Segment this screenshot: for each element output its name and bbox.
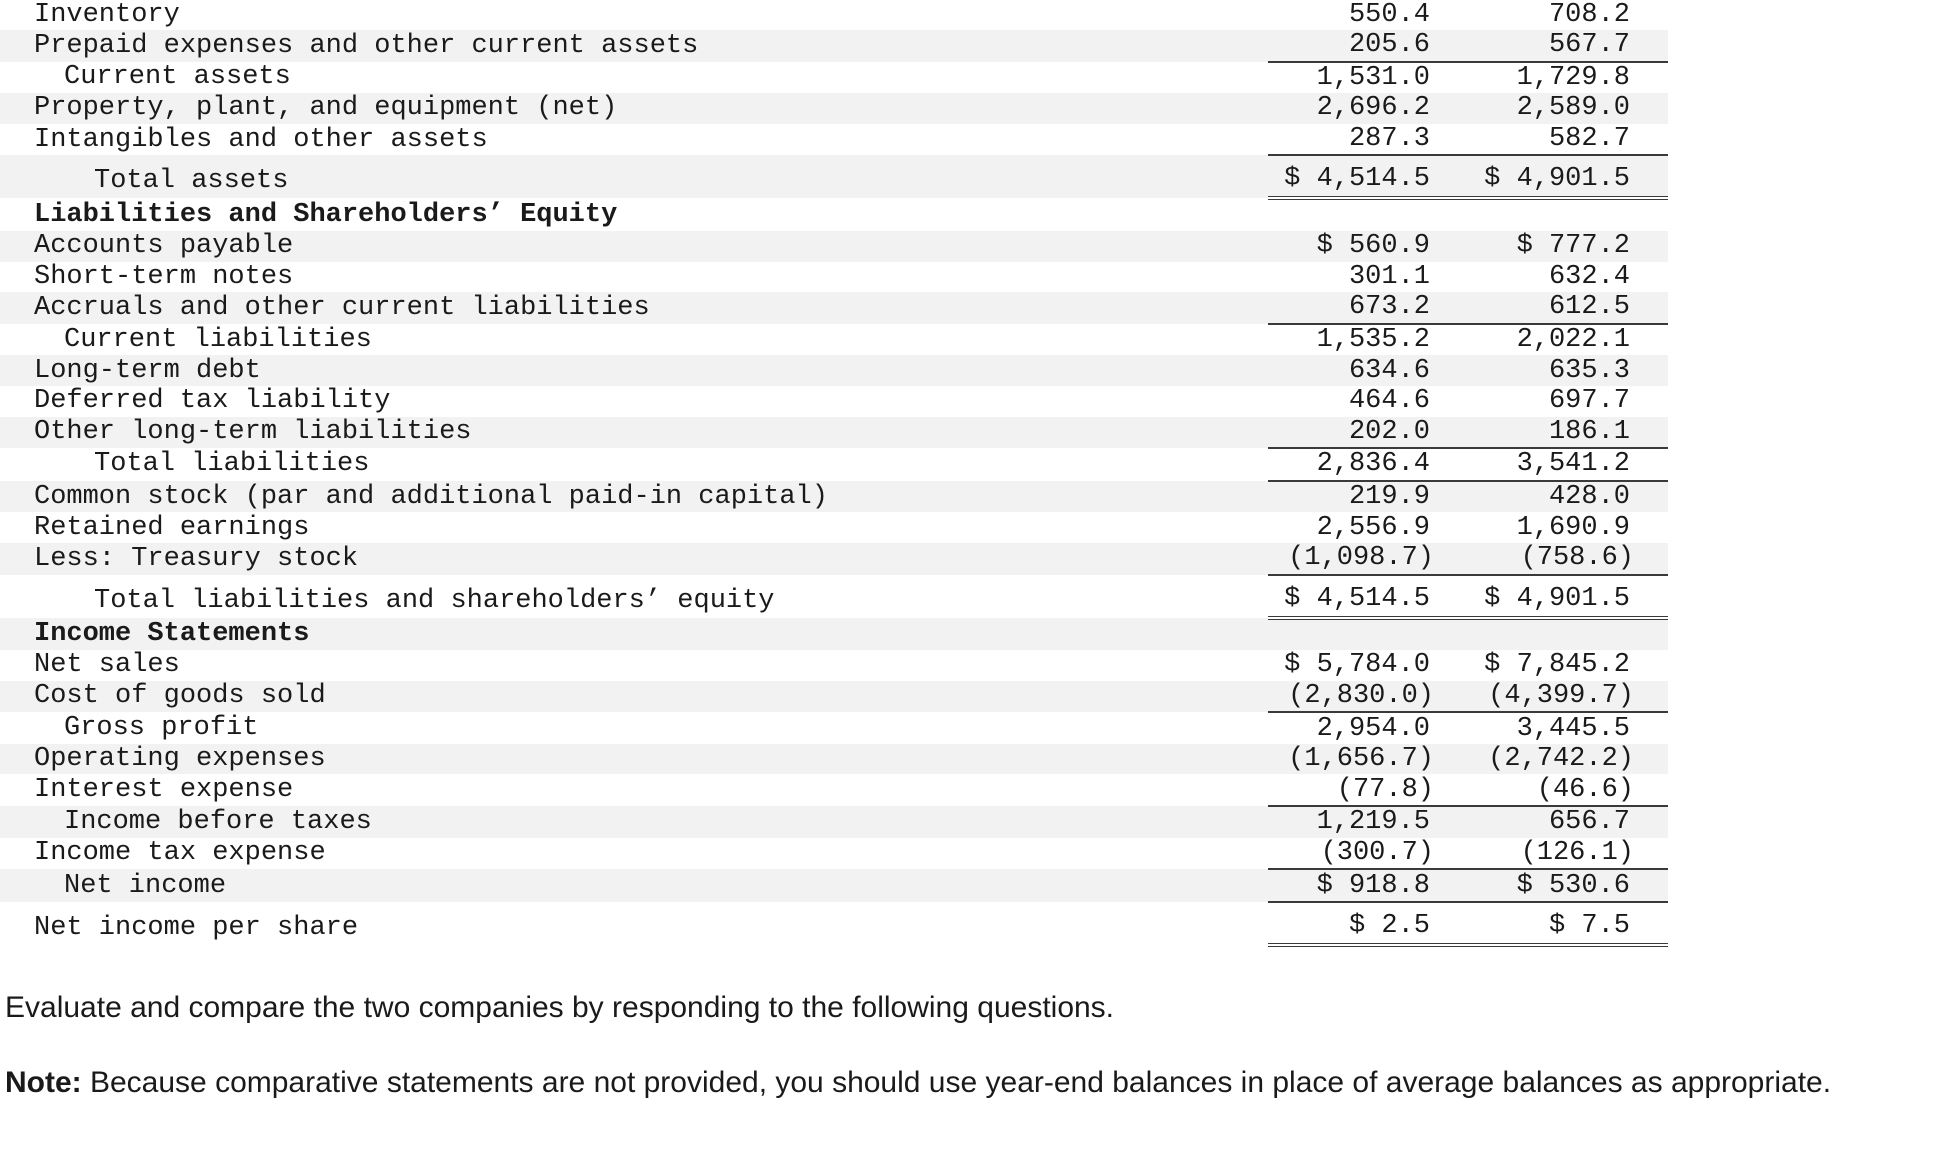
company-b-value: 1,729.8 bbox=[1516, 62, 1630, 93]
company-a-value: (2,830.0) bbox=[1268, 681, 1468, 713]
table-row bbox=[0, 869, 1668, 902]
table-row bbox=[0, 124, 1668, 156]
row-label: Current assets bbox=[64, 62, 291, 93]
company-a-value: 2,556.9 bbox=[1316, 512, 1430, 543]
company-b-value: $ 4,901.5 bbox=[1468, 575, 1668, 618]
company-b-value: 3,541.2 bbox=[1468, 448, 1668, 481]
company-b-value: 1,690.9 bbox=[1516, 512, 1630, 543]
table-row bbox=[0, 0, 1668, 30]
company-b-value: (126.1) bbox=[1468, 838, 1668, 870]
company-a-value bbox=[1268, 618, 1468, 651]
company-b-value: 582.7 bbox=[1468, 124, 1668, 156]
company-b-value: 186.1 bbox=[1468, 417, 1668, 449]
company-b-value: 428.0 bbox=[1468, 481, 1668, 513]
company-a-value: (77.8) bbox=[1268, 774, 1468, 806]
section-heading: Income Statements bbox=[0, 618, 1268, 651]
table-row bbox=[0, 355, 1668, 386]
company-a-value: 464.6 bbox=[1348, 386, 1430, 417]
company-b-value: 567.7 bbox=[1468, 30, 1668, 62]
row-label: Long-term debt bbox=[0, 355, 1268, 386]
company-a-value: 301.1 bbox=[1348, 261, 1430, 292]
company-a-value: (1,098.7) bbox=[1268, 543, 1468, 575]
company-a-value: 205.6 bbox=[1268, 30, 1468, 62]
company-b-value bbox=[1468, 198, 1668, 231]
row-label: Property, plant, and equipment (net) bbox=[0, 93, 1268, 124]
row-label: Prepaid expenses and other current assets bbox=[0, 30, 1268, 62]
company-b-value: 2,589.0 bbox=[1468, 93, 1668, 124]
row-label: Total assets bbox=[0, 155, 1268, 198]
table-row bbox=[0, 324, 1668, 356]
row-label: Current liabilities bbox=[64, 324, 372, 355]
company-a-value: 1,531.0 bbox=[1316, 62, 1430, 93]
company-a-value: 2,696.2 bbox=[1268, 93, 1468, 124]
table-row bbox=[0, 806, 1668, 838]
table-row bbox=[0, 681, 1668, 713]
company-a-value: (1,656.7) bbox=[1268, 744, 1468, 775]
company-a-value: $ 5,784.0 bbox=[1284, 650, 1430, 681]
row-label: Income before taxes bbox=[0, 806, 1268, 838]
table-row bbox=[0, 774, 1668, 806]
table-row bbox=[0, 650, 1668, 681]
company-a-value: 2,836.4 bbox=[1268, 448, 1468, 481]
company-b-value: (2,742.2) bbox=[1468, 744, 1668, 775]
table-row bbox=[0, 448, 1668, 481]
table-row bbox=[0, 292, 1668, 324]
company-b-value: 612.5 bbox=[1468, 292, 1668, 324]
company-a-value: 2,954.0 bbox=[1316, 713, 1430, 744]
row-label: Less: Treasury stock bbox=[0, 543, 1268, 575]
company-a-value: 550.4 bbox=[1348, 0, 1430, 30]
company-a-value: 219.9 bbox=[1268, 481, 1468, 513]
company-b-value: 2,022.1 bbox=[1516, 325, 1630, 356]
company-a-value: $ 918.8 bbox=[1268, 869, 1468, 902]
row-label: Other long-term liabilities bbox=[0, 417, 1268, 449]
row-label: Total liabilities and shareholders’ equity bbox=[94, 585, 775, 616]
table-row bbox=[0, 262, 1668, 293]
row-label: Accruals and other current liabilities bbox=[0, 292, 1268, 324]
table-row bbox=[0, 417, 1668, 449]
row-label: Operating expenses bbox=[0, 744, 1268, 775]
company-a-value: (300.7) bbox=[1268, 838, 1468, 870]
company-b-value: 697.7 bbox=[1548, 386, 1630, 417]
note-text: Because comparative statements are not provided, you should use year-end balances in place of average balances as appropriate. bbox=[81, 1066, 1832, 1099]
table-row bbox=[0, 902, 1668, 945]
row-label: Total liabilities bbox=[94, 449, 370, 480]
company-b-value: $ 7,845.2 bbox=[1484, 650, 1630, 681]
row-label: Retained earnings bbox=[34, 512, 310, 543]
table-row bbox=[0, 231, 1668, 262]
company-b-value: $ 777.2 bbox=[1468, 231, 1668, 262]
table-row bbox=[0, 155, 1668, 198]
company-b-value: 632.4 bbox=[1548, 261, 1630, 292]
row-label: Interest expense bbox=[34, 775, 294, 806]
note-label: Note: bbox=[5, 1066, 82, 1099]
company-b-value: (46.6) bbox=[1468, 774, 1668, 806]
company-a-value bbox=[1268, 198, 1468, 231]
table-row bbox=[0, 198, 1668, 231]
row-label: Net income per share bbox=[34, 912, 359, 943]
row-label: Intangibles and other assets bbox=[34, 124, 488, 155]
table-row bbox=[0, 62, 1668, 94]
company-a-value: $ 560.9 bbox=[1268, 231, 1468, 262]
row-label: Net sales bbox=[34, 650, 180, 681]
note-paragraph bbox=[5, 1065, 1885, 1101]
table-row bbox=[0, 712, 1668, 744]
row-label: Common stock (par and additional paid-in capital) bbox=[0, 481, 1268, 513]
company-a-value: 202.0 bbox=[1268, 417, 1468, 449]
table-row bbox=[0, 93, 1668, 124]
company-a-value: $ 4,514.5 bbox=[1268, 155, 1468, 198]
row-label: Inventory bbox=[34, 0, 180, 30]
table-row bbox=[0, 512, 1668, 543]
company-b-value bbox=[1468, 618, 1668, 651]
row-label: Net income bbox=[0, 869, 1268, 902]
company-b-value: 708.2 bbox=[1548, 0, 1630, 30]
company-a-value: $ 2.5 bbox=[1268, 902, 1468, 945]
table-row bbox=[0, 618, 1668, 651]
company-a-value: 634.6 bbox=[1268, 355, 1468, 386]
company-b-value: 656.7 bbox=[1468, 806, 1668, 838]
table-row bbox=[0, 744, 1668, 775]
company-b-value: (4,399.7) bbox=[1468, 681, 1668, 713]
company-b-value: 635.3 bbox=[1468, 355, 1668, 386]
table-row bbox=[0, 543, 1668, 575]
company-a-value: 1,535.2 bbox=[1316, 325, 1430, 356]
table-row bbox=[0, 386, 1668, 417]
row-label: Short-term notes bbox=[34, 261, 294, 292]
company-b-value: 3,445.5 bbox=[1516, 713, 1630, 744]
company-b-value: $ 7.5 bbox=[1468, 902, 1668, 945]
section-heading: Liabilities and Shareholders’ Equity bbox=[34, 199, 618, 230]
table-row bbox=[0, 481, 1668, 513]
company-a-value: 287.3 bbox=[1268, 124, 1468, 156]
table-row bbox=[0, 838, 1668, 870]
row-label: Gross profit bbox=[64, 713, 259, 744]
company-b-value: (758.6) bbox=[1468, 543, 1668, 575]
row-label: Income tax expense bbox=[34, 838, 326, 869]
company-b-value: $ 530.6 bbox=[1468, 869, 1668, 902]
row-label: Deferred tax liability bbox=[34, 386, 391, 417]
company-a-value: 1,219.5 bbox=[1268, 806, 1468, 838]
company-a-value: $ 4,514.5 bbox=[1268, 575, 1468, 618]
company-b-value: $ 4,901.5 bbox=[1468, 155, 1668, 198]
row-label: Accounts payable bbox=[0, 231, 1268, 262]
company-a-value: 673.2 bbox=[1268, 292, 1468, 324]
table-row bbox=[0, 30, 1668, 62]
instruction-text: Evaluate and compare the two companies by responding to the following questions. bbox=[5, 991, 1115, 1024]
table-row bbox=[0, 575, 1668, 618]
row-label: Cost of goods sold bbox=[0, 681, 1268, 713]
